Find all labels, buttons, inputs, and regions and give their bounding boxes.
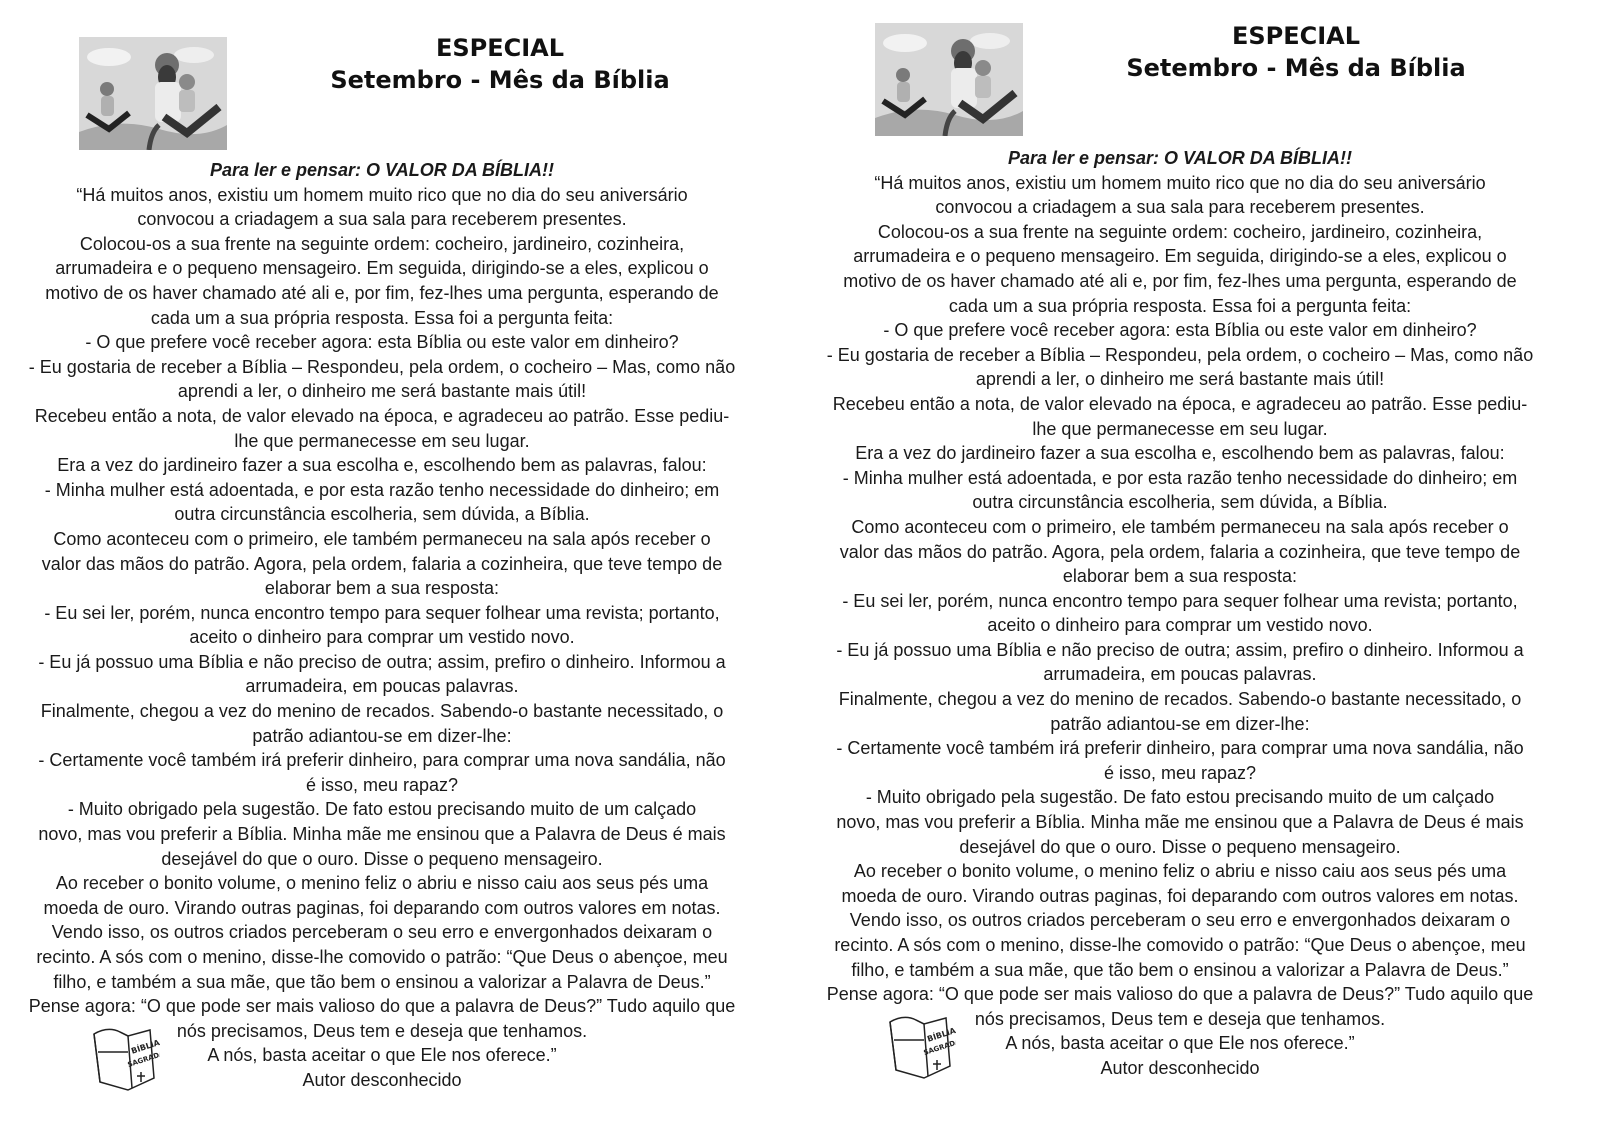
article-line: é isso, meu rapaz? [1103,762,1257,783]
article-line: arrumadeira e o pequeno mensageiro. Em seguida, dirigindo-se a eles, explicou o [55,258,709,279]
article-line: filho, e também a sua mãe, que tão bem o ensinou a valorizar a Palavra de Deus.” [53,971,711,992]
article-line: “Há muitos anos, existiu um homem muito rico que no dia do seu aniversário [874,172,1486,193]
article-line: aceito o dinheiro para comprar um vestido novo. [189,627,575,648]
article-line: Ao receber o bonito volume, o menino feliz o abriu e nisso caiu aos seus pés uma [853,861,1507,882]
flyer-title [1096,20,1496,84]
article-line: moeda de ouro. Virando outras paginas, foi deparando com outros valores em notas. [841,885,1519,906]
article-line: elaborar bem a sua resposta: [264,578,500,599]
article-line: - Certamente você também irá preferir dinheiro, para comprar uma nova sandália, não [836,738,1524,759]
article-line: Colocou-os a sua frente na seguinte ordem: cocheiro, jardineiro, cozinheira, [877,221,1483,242]
article-heading: Para ler e pensar: O VALOR DA BÍBLIA!! [209,160,555,180]
bible-book-icon [884,1010,956,1082]
article-line: desejável do que o ouro. Disse o pequeno mensageiro. [161,848,603,869]
article-line: novo, mas vou preferir a Bíblia. Minha mãe me ensinou que a Palavra de Deus é mais [836,812,1524,833]
svg-text:SAGRADA: SAGRADA [922,1037,956,1057]
flyer-left [0,0,790,1131]
article-line: Pense agora: “O que pode ser mais valioso do que a palavra de Deus?” Tudo aquilo que [28,996,736,1017]
article-line: Ao receber o bonito volume, o menino feliz o abriu e nisso caiu aos seus pés uma [55,873,709,894]
article-line: arrumadeira, em poucas palavras. [1043,664,1317,685]
jesus-children-illustration [875,23,1023,136]
article-body [0,158,764,1093]
article-line: aprendi a ler, o dinheiro me será bastante mais útil! [975,369,1385,390]
article-line: convocou a criadagem a sua sala para receberem presentes. [137,209,627,230]
article-line: - Eu já possuo uma Bíblia e não preciso de outra; assim, prefiro o dinheiro. Informou a [38,651,726,672]
title-month: Setembro - Mês da Bíblia [1126,54,1466,82]
article-line: arrumadeira e o pequeno mensageiro. Em seguida, dirigindo-se a eles, explicou o [853,246,1507,267]
article-line: Como aconteceu com o primeiro, ele também permaneceu na sala após receber o [851,516,1509,537]
article-line: outra circunstância escolheria, sem dúvida, a Bíblia. [972,492,1388,513]
article-line: - Muito obrigado pela sugestão. De fato estou precisando muito de um calçado [67,799,697,820]
article-line: - O que prefere você receber agora: esta Bíblia ou este valor em dinheiro? [85,332,679,353]
article-line: Colocou-os a sua frente na seguinte ordem: cocheiro, jardineiro, cozinheira, [79,233,685,254]
article-line: elaborar bem a sua resposta: [1062,566,1298,587]
article-line: desejável do que o ouro. Disse o pequeno mensageiro. [959,836,1401,857]
article-line: Finalmente, chegou a vez do menino de recados. Sabendo-o bastante necessitado, o [838,689,1522,710]
article-line: - Minha mulher está adoentada, e por esta razão tenho necessidade do dinheiro; em [44,479,720,500]
article-line: convocou a criadagem a sua sala para receberem presentes. [935,197,1425,218]
article-line: motivo de os haver chamado até ali e, por fim, fez-lhes uma pergunta, esperando de [45,282,719,303]
article-line: “Há muitos anos, existiu um homem muito rico que no dia do seu aniversário [76,184,688,205]
article-line: filho, e também a sua mãe, que tão bem o ensinou a valorizar a Palavra de Deus.” [851,959,1509,980]
article-line: lhe que permanecesse em seu lugar. [1032,418,1328,439]
article-line: Vendo isso, os outros criados perceberam o seu erro e envergonhados deixaram o [51,922,713,943]
article-line: - Certamente você também irá preferir dinheiro, para comprar uma nova sandália, não [38,750,726,771]
article-line: aceito o dinheiro para comprar um vestido novo. [987,615,1373,636]
svg-text:SAGRADA: SAGRADA [126,1049,160,1069]
flyer-title [300,32,700,96]
article-line: - Minha mulher está adoentada, e por esta razão tenho necessidade do dinheiro; em [842,467,1518,488]
article-line: arrumadeira, em poucas palavras. [245,676,519,697]
article-line: - O que prefere você receber agora: esta Bíblia ou este valor em dinheiro? [883,320,1477,341]
article-line: Finalmente, chegou a vez do menino de recados. Sabendo-o bastante necessitado, o [40,701,724,722]
jesus-children-illustration [79,37,227,150]
article-line: recinto. A sós com o menino, disse-lhe comovido o patrão: “Que Deus o abençoe, meu [36,947,728,967]
article-line: outra circunstância escolheria, sem dúvida, a Bíblia. [174,504,590,525]
article-line: cada um a sua própria resposta. Essa foi a pergunta feita: [948,295,1412,316]
article-line: valor das mãos do patrão. Agora, pela ordem, falaria a cozinheira, que teve tempo de [41,553,723,574]
bible-book-icon [88,1022,160,1094]
article-body [798,146,1562,1081]
article-line: A nós, basta aceitar o que Ele nos oferece.” [1005,1033,1355,1054]
article-line: Recebeu então a nota, de valor elevado na época, e agradeceu ao patrão. Esse pediu- [832,393,1528,414]
article-line: nós precisamos, Deus tem e deseja que tenhamos. [974,1008,1386,1029]
article-line: - Eu gostaria de receber a Bíblia – Respondeu, pela ordem, o cocheiro – Mas, como não [28,356,736,377]
article-line: é isso, meu rapaz? [305,774,459,795]
flyer-right [798,0,1588,1131]
article-line: - Eu sei ler, porém, nunca encontro tempo para sequer folhear uma revista; portanto, [842,590,1518,611]
article-line: aprendi a ler, o dinheiro me será bastante mais útil! [177,381,587,402]
article-line: - Eu sei ler, porém, nunca encontro tempo para sequer folhear uma revista; portanto, [44,602,720,623]
article-line: - Eu gostaria de receber a Bíblia – Respondeu, pela ordem, o cocheiro – Mas, como não [826,344,1534,365]
article-line: moeda de ouro. Virando outras paginas, foi deparando com outros valores em notas. [43,897,721,918]
article-line: - Muito obrigado pela sugestão. De fato estou precisando muito de um calçado [865,787,1495,808]
article-line: patrão adiantou-se em dizer-lhe: [252,725,512,746]
article-line: Era a vez do jardineiro fazer a sua escolha e, escolhendo bem as palavras, falou: [855,443,1505,464]
article-line: Pense agora: “O que pode ser mais valioso do que a palavra de Deus?” Tudo aquilo que [826,984,1534,1005]
article-line: Era a vez do jardineiro fazer a sua escolha e, escolhendo bem as palavras, falou: [57,455,707,476]
article-line: motivo de os haver chamado até ali e, por fim, fez-lhes uma pergunta, esperando de [843,270,1517,291]
article-heading: Para ler e pensar: O VALOR DA BÍBLIA!! [1007,148,1353,168]
svg-text:BÍBLIA: BÍBLIA [926,1026,956,1044]
article-line: Vendo isso, os outros criados perceberam o seu erro e envergonhados deixaram o [849,910,1511,931]
article-line: nós precisamos, Deus tem e deseja que tenhamos. [176,1020,588,1041]
article-author: Autor desconhecido [1100,1057,1260,1078]
article-line: novo, mas vou preferir a Bíblia. Minha mãe me ensinou que a Palavra de Deus é mais [38,824,726,845]
article-author: Autor desconhecido [302,1069,462,1090]
svg-text:BÍBLIA: BÍBLIA [130,1038,160,1056]
title-especial: ESPECIAL [1231,22,1361,50]
title-month: Setembro - Mês da Bíblia [330,66,670,94]
article-line: Recebeu então a nota, de valor elevado na época, e agradeceu ao patrão. Esse pediu- [34,405,730,426]
article-line: cada um a sua própria resposta. Essa foi a pergunta feita: [150,307,614,328]
article-line: Como aconteceu com o primeiro, ele também permaneceu na sala após receber o [53,528,711,549]
article-line: - Eu já possuo uma Bíblia e não preciso de outra; assim, prefiro o dinheiro. Informou a [836,639,1524,660]
article-line: lhe que permanecesse em seu lugar. [234,430,530,451]
article-line: valor das mãos do patrão. Agora, pela ordem, falaria a cozinheira, que teve tempo de [839,541,1521,562]
article-line: A nós, basta aceitar o que Ele nos oferece.” [207,1045,557,1066]
article-line: patrão adiantou-se em dizer-lhe: [1050,713,1310,734]
article-line: recinto. A sós com o menino, disse-lhe comovido o patrão: “Que Deus o abençoe, meu [834,935,1526,955]
title-especial: ESPECIAL [435,34,565,62]
